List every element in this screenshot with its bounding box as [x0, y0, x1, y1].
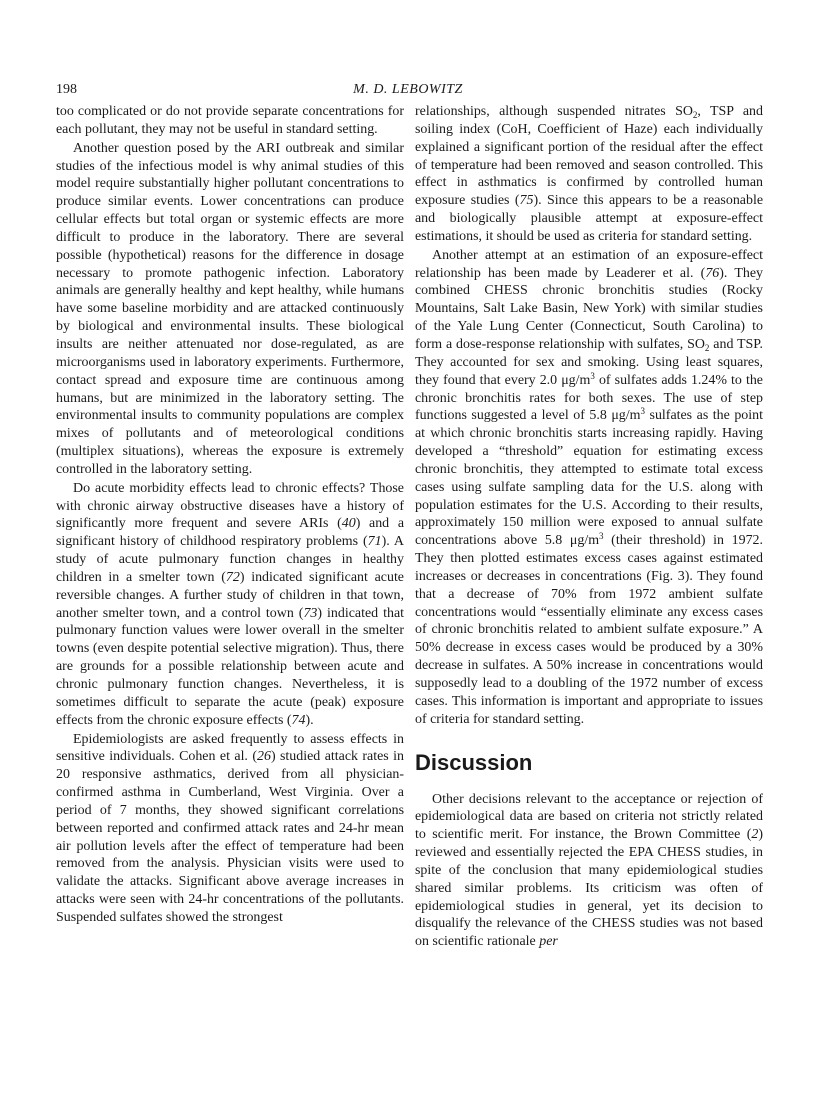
- text-run: ) and a significant history of childhood respiratory problems (: [56, 516, 405, 550]
- text-run: Another attempt at an estimation of an exposure-effect relationship has been made by Leaderer et al. (: [415, 247, 763, 281]
- text-run: relationships, although suspended nitrates SO: [415, 104, 693, 119]
- text-run: and TSP. They accounted for sex and smoking. Using least squares, they found that every 2.0 μg/m: [415, 336, 763, 388]
- paragraph: [415, 791, 763, 952]
- reference-citation: 71: [367, 534, 382, 550]
- paragraph: [56, 480, 404, 730]
- right-column: [415, 103, 763, 951]
- reference-citation: 72: [225, 569, 240, 585]
- superscript: 3: [599, 531, 604, 542]
- paragraph: [415, 247, 763, 729]
- reference-citation: 40: [341, 516, 356, 532]
- text-run: ). A study of acute pulmonary function changes in healthy children in a smelter town (: [56, 534, 404, 585]
- superscript: 3: [640, 406, 645, 417]
- text-run: ) indicated significant acute reversible changes. A further study of children in that town, another smelter town, and a control town (: [56, 569, 404, 621]
- section-heading: Discussion: [415, 749, 533, 775]
- text-run: of sulfates adds 1.24% to the chronic bronchitis rates for both sexes. The use of step functions suggested a level of 5.8 μg/m: [415, 372, 763, 424]
- text-run: ). They combined CHESS chronic bronchitis studies (Rocky Mountains, Salt Lake Basin, New York) with similar studies of the Yale Lung Center (Connecticut, South Carolina) to form a dose-response relationship with sulfates, SO: [415, 265, 763, 352]
- text-run: sulfates as the point at which chronic bronchitis starts increasing rapidly. Having developed a “threshold” equation for estimating excess chronic bronchitis, they attempted to estimate total excess cases using sulfate sampling data for the U.S. along with population estimates for the U.S. According to their results, approximately 150 million were exposed to annual sulfate concentrations above 5.8 μg/m: [415, 408, 763, 549]
- text-run: Do acute morbidity effects lead to chronic effects? Those with chronic airway obstructive diseases have a history of significantly more frequent and severe ARIs (: [56, 480, 404, 532]
- page-number: 198: [56, 82, 77, 97]
- text-run: Other decisions relevant to the acceptance or rejection of epidemiological data are based on criteria not strictly related to scientific merit. For instance, the Brown Committee (: [415, 791, 763, 843]
- reference-citation: 76: [705, 265, 720, 281]
- text-run: ) studied attack rates in 20 responsive asthmatics, derived from all physician-confirmed asthma in Cumberland, West Virginia. Over a period of 7 months, they showed significant correlations between reported and confirmed attack rates and 24-hr mean air pollution levels after the effect of temperature had been removed from the analysis. Physician visits were used to validate the attacks. Significant above average increases in attacks were seen with 24-hr concentrations of the pollutants. Suspended sulfates showed the strongest: [56, 749, 404, 925]
- paragraph: [56, 731, 404, 927]
- reference-citation: 74: [291, 712, 306, 728]
- reference-citation: 2: [751, 827, 759, 843]
- paragraph: [415, 103, 763, 246]
- text-run: ) indicated that pulmonary function values were lower overall in the smelter towns (even despite potential selective migration). Thus, there are grounds for a possible relationship between acute and chronic pulmonary function changes. Nevertheless, it is sometimes difficult to separate the acute (peak) exposure effects from the chronic exposure effects (: [56, 605, 405, 728]
- paragraph: too complicated or do not provide separate concentrations for each pollutant, they may not be useful in standard setting.: [56, 104, 404, 137]
- text-run: , TSP and soiling index (CoH, Coefficient of Haze) each individually explained a significant portion of the residual after the effect of temperature had been removed and season controlled. This effect in asthmatics is confirmed by controlled human exposure studies (: [415, 104, 763, 209]
- left-column: [56, 103, 404, 927]
- text-run: Epidemiologists are asked frequently to assess effects in sensitive individuals. Cohen et al. (: [56, 731, 404, 765]
- reference-citation: 73: [303, 605, 318, 621]
- text-run: ). Since this appears to be a reasonable and biologically plausible attempt at exposure-effect estimations, it should be used as criteria for standard setting.: [415, 193, 764, 244]
- italic-text: per: [539, 934, 558, 950]
- subscript: 2: [692, 110, 698, 120]
- subscript: 2: [704, 342, 710, 353]
- text-run: ) reviewed and essentially rejected the EPA CHESS studies, in spite of the conclusion that many epidemiological studies shared similar problems. Its criticism was often of epidemiological studies in general, yet its decision to disqualify the relevance of the CHESS studies was not based on scientific rationale: [415, 827, 763, 950]
- paragraph: Another question posed by the ARI outbreak and similar studies of the infectious model is why animal studies of this model require substantially higher pollutant concentrations to produce similar events. Lower concentrations can produce cellular effects but total organ or systemic effects are more difficult to produce in the laboratory. There are several possible (hypothetical) reasons for the difference in dosage necessary to promote pathogenic infection. Laboratory animals are generally healthy and kept healthy, while humans have some baseline morbidity and are attacked continuously by biological and environmental insults. These biological insults are neither attenuated nor dose-regulated, as are microorganisms used in laboratory experiments. Furthermore, contact spread and exposure time are continuous among humans, but are minimized in the laboratory setting. The environmental insults to community populations are complex mixes of pollutants and of meteorological conditions (multiplex situations), whereas the exposure is extremely controlled in the laboratory setting.: [56, 140, 404, 477]
- text-run: (their threshold) in 1972. They then plotted estimates excess cases against estimated increases or decreases in concentrations (Fig. 3). They found that a decrease of 70% from 1972 ambient sulfate concentrations would “essentially eliminate any excess cases of chronic bronchitis related to ambient sulfate exposure.” A 50% decrease in excess cases would be produced by a 30% decrease in sulfates. A 50% increase in concentrations would supposedly lead to a doubling of the 1972 number of excess cases. This information is important and appropriate to issues of criteria for standard setting.: [415, 533, 763, 727]
- running-head: M. D. LEBOWITZ: [353, 82, 463, 97]
- superscript: 3: [590, 370, 595, 381]
- text-run: ).: [305, 712, 314, 728]
- reference-citation: 26: [257, 749, 271, 765]
- reference-citation: 75: [519, 193, 534, 209]
